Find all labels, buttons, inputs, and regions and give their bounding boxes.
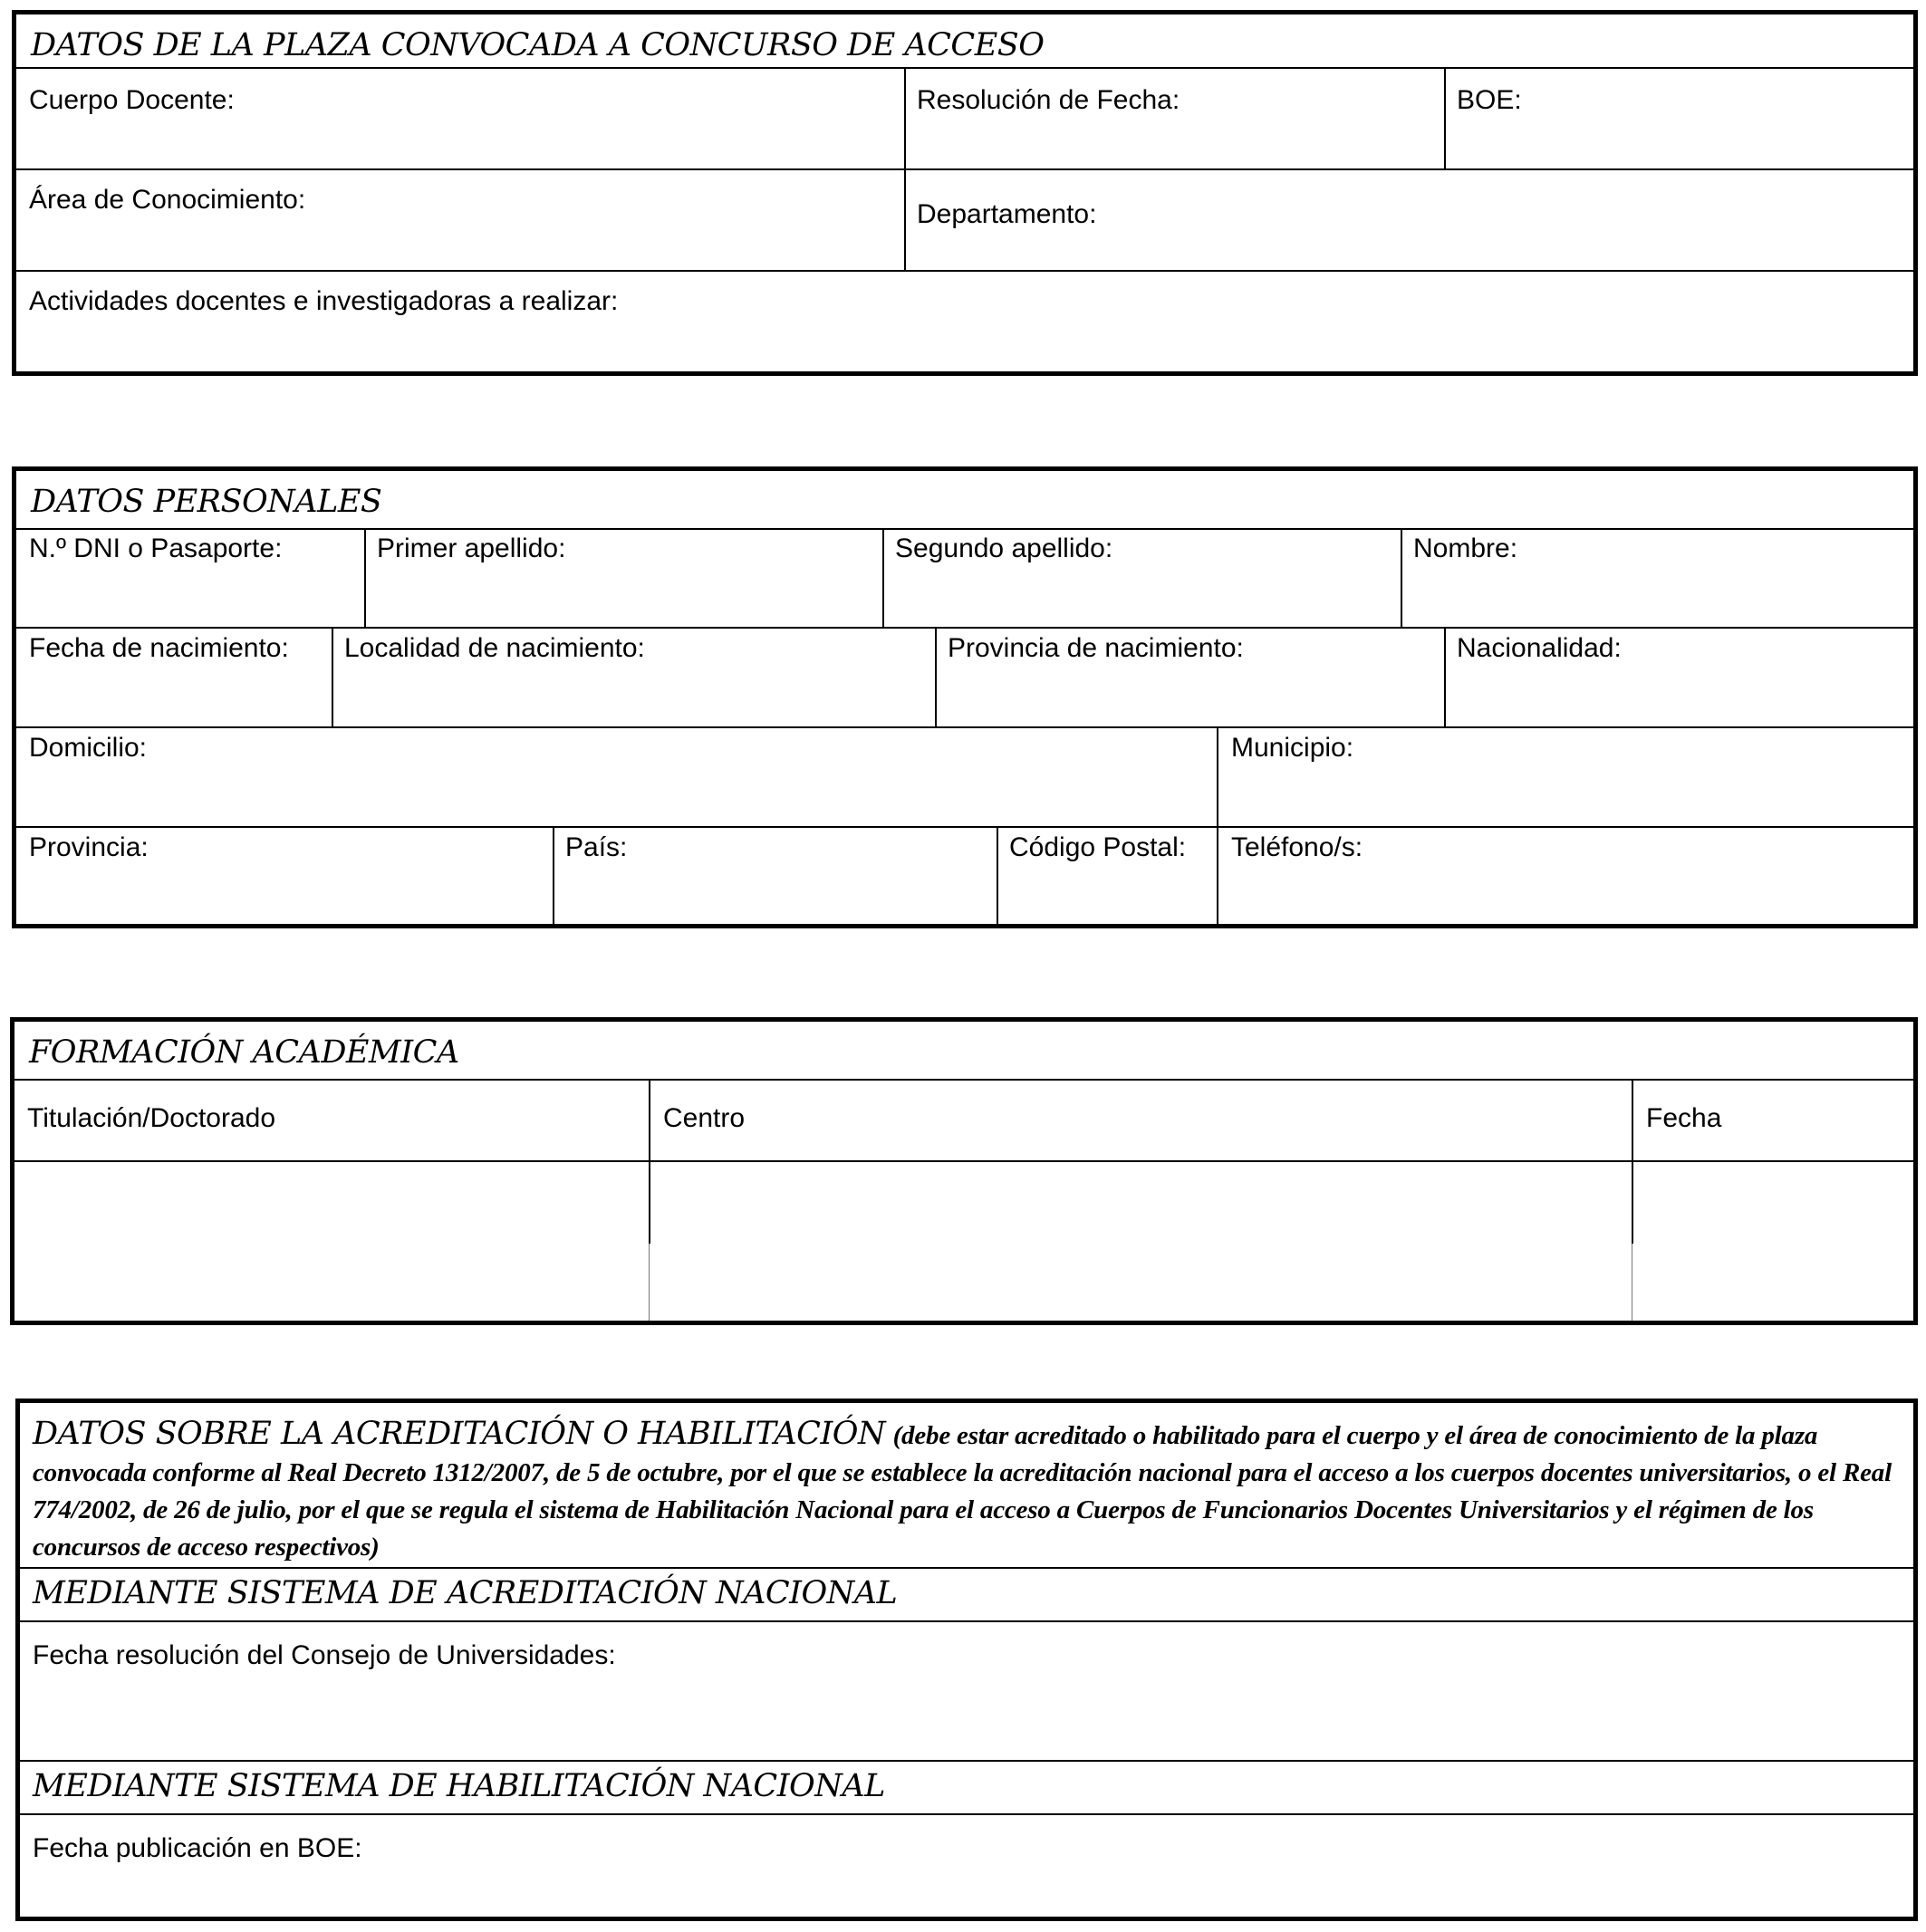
acreditacion-section: [15, 1399, 1918, 1921]
fecha-publicacion-field[interactable]: [20, 1815, 1913, 1917]
divider: [20, 1760, 1913, 1762]
codigo-postal-label: Código Postal:: [1009, 832, 1187, 862]
municipio-label: Municipio:: [1231, 733, 1354, 763]
titulacion-input-cell[interactable]: [14, 1162, 649, 1321]
resolucion-fecha-field[interactable]: [906, 69, 1444, 168]
actividades-field[interactable]: [16, 272, 1913, 371]
titulacion-column-header: Titulación/Doctorado: [27, 1103, 276, 1133]
municipio-field[interactable]: [1218, 728, 1913, 826]
nombre-field[interactable]: [1402, 530, 1913, 627]
dni-field[interactable]: [16, 530, 364, 627]
cuerpo-docente-field[interactable]: [16, 69, 904, 168]
departamento-field[interactable]: [906, 170, 1913, 270]
acreditacion-legal-note: (debe estar acreditado o habilitado para el cuerpo y el área de conocimiento de la plaza convocada conforme al Real Decreto 1312/2007, de 5 de octubre, por el que se establece la acreditación nacional para el acceso a los cuerpos docentes universitarios, o el Real 774/2002, de 26 de julio, por el que se regula el sistema de Habilitación Nacional para el acceso a Cuerpos de Funcionarios Docentes Universitarios y el régimen de los concursos de acceso respectivos): [33, 1421, 1892, 1562]
localidad-nacimiento-label: Localidad de nacimiento:: [344, 633, 645, 663]
fecha-nacimiento-field[interactable]: [16, 629, 332, 726]
cuerpo-docente-label: Cuerpo Docente:: [29, 85, 235, 115]
provincia-field[interactable]: [16, 828, 553, 924]
formacion-header-fecha: [1633, 1081, 1913, 1160]
plaza-section: [12, 10, 1918, 376]
formacion-section-title: FORMACIÓN ACADÉMICA: [29, 1034, 459, 1071]
area-conocimiento-field[interactable]: [16, 170, 904, 270]
fecha-nacimiento-label: Fecha de nacimiento:: [29, 633, 289, 663]
area-conocimiento-label: Área de Conocimiento:: [29, 185, 306, 215]
pais-label: País:: [565, 832, 628, 862]
divider: [20, 1567, 1913, 1569]
primer-apellido-field[interactable]: [366, 530, 882, 627]
acreditacion-subsection-title: MEDIANTE SISTEMA DE ACREDITACIÓN NACIONAL: [33, 1575, 898, 1611]
dni-label: N.º DNI o Pasaporte:: [29, 533, 283, 563]
actividades-label: Actividades docentes e investigadoras a realizar:: [29, 286, 619, 316]
provincia-nacimiento-label: Provincia de nacimiento:: [948, 633, 1244, 663]
localidad-nacimiento-field[interactable]: [333, 629, 935, 726]
domicilio-label: Domicilio:: [29, 733, 148, 763]
codigo-postal-field[interactable]: [998, 828, 1217, 924]
personales-section-title: DATOS PERSONALES: [31, 484, 382, 520]
divider: [649, 1244, 650, 1321]
provincia-nacimiento-field[interactable]: [937, 629, 1444, 726]
telefonos-label: Teléfono/s:: [1231, 832, 1363, 862]
formacion-header-titulacion: [14, 1081, 649, 1160]
acreditacion-section-title: DATOS SOBRE LA ACREDITACIÓN O HABILITACIÓN: [33, 1416, 886, 1452]
nacionalidad-field[interactable]: [1446, 629, 1913, 726]
centro-input-cell[interactable]: [650, 1162, 1632, 1321]
resolucion-fecha-label: Resolución de Fecha:: [917, 85, 1180, 115]
pais-field[interactable]: [554, 828, 997, 924]
segundo-apellido-field[interactable]: [884, 530, 1401, 627]
telefonos-field[interactable]: [1218, 828, 1913, 924]
fecha-publicacion-label: Fecha publicación en BOE:: [33, 1833, 362, 1863]
domicilio-field[interactable]: [16, 728, 1217, 826]
segundo-apellido-label: Segundo apellido:: [895, 533, 1113, 563]
primer-apellido-label: Primer apellido:: [377, 533, 566, 563]
boe-label: BOE:: [1457, 85, 1522, 115]
boe-field[interactable]: [1446, 69, 1913, 168]
fecha-resolucion-field[interactable]: [20, 1622, 1913, 1760]
departamento-label: Departamento:: [917, 199, 1097, 229]
formacion-section: [10, 1017, 1918, 1325]
formacion-header-centro: [650, 1081, 1632, 1160]
nombre-label: Nombre:: [1413, 533, 1518, 563]
plaza-section-title: DATOS DE LA PLAZA CONVOCADA A CONCURSO DE ACCESO: [31, 27, 1045, 63]
fecha-resolucion-label: Fecha resolución del Consejo de Universidades:: [33, 1640, 616, 1670]
fecha-column-header: Fecha: [1646, 1103, 1722, 1133]
habilitacion-subsection-title: MEDIANTE SISTEMA DE HABILITACIÓN NACIONAL: [33, 1768, 885, 1804]
acreditacion-header: [33, 1416, 1901, 1565]
provincia-label: Provincia:: [29, 832, 149, 862]
fecha-input-cell[interactable]: [1633, 1162, 1913, 1321]
nacionalidad-label: Nacionalidad:: [1457, 633, 1622, 663]
personales-section: [12, 466, 1918, 928]
centro-column-header: Centro: [663, 1103, 746, 1133]
